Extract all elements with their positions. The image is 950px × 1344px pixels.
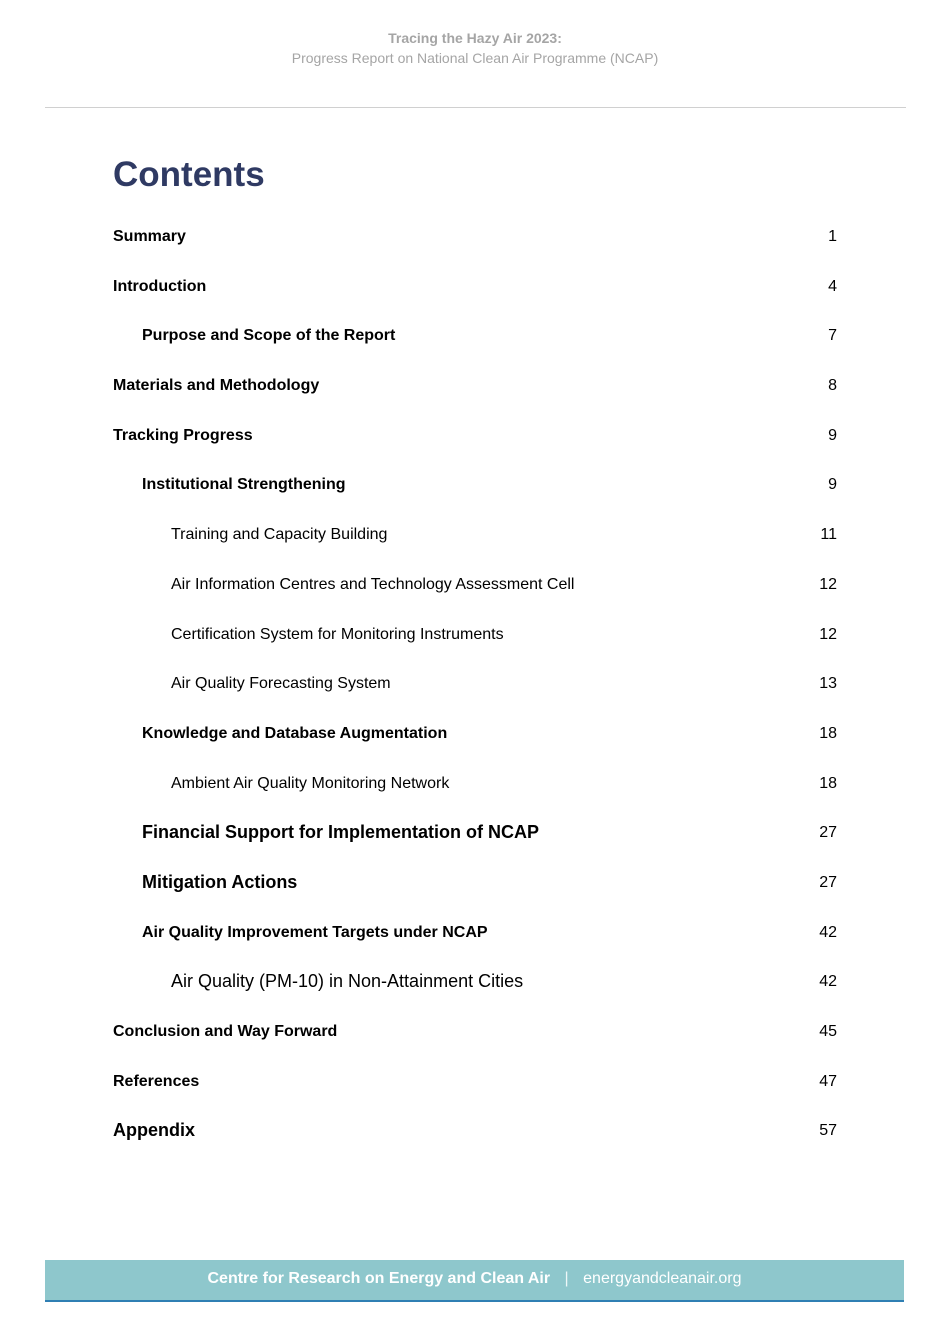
toc-entry-page: 9 — [828, 476, 837, 494]
toc-entry-label: Air Quality Improvement Targets under NCAP — [142, 923, 488, 941]
footer-url-link[interactable]: energyandcleanair.org — [583, 1270, 742, 1287]
running-header — [0, 28, 950, 68]
toc-entry-label: Summary — [113, 228, 186, 245]
toc-entry-page: 13 — [819, 675, 837, 693]
header-title: Tracing the Hazy Air 2023: — [388, 30, 562, 46]
toc-entry[interactable] — [113, 411, 837, 461]
toc-entry[interactable] — [113, 460, 837, 510]
contents-title: Contents — [113, 155, 265, 194]
toc-entry-page: 47 — [819, 1072, 837, 1090]
toc-entry-label: Institutional Strengthening — [142, 476, 346, 494]
toc-entry-page: 1 — [828, 228, 837, 245]
toc-entry-page: 9 — [828, 426, 837, 444]
toc-entry[interactable] — [113, 908, 837, 958]
header-subtitle: Progress Report on National Clean Air Programme (NCAP) — [291, 50, 659, 66]
toc-entry[interactable] — [113, 361, 837, 411]
toc-entry-page: 27 — [819, 873, 837, 891]
toc-entry[interactable] — [113, 709, 837, 759]
toc-entry[interactable] — [113, 957, 837, 1007]
table-of-contents — [113, 212, 837, 1156]
toc-entry-label: References — [113, 1072, 200, 1090]
toc-entry-label: Introduction — [113, 277, 207, 295]
toc-entry-label: Training and Capacity Building — [171, 526, 388, 544]
toc-entry-label: Tracking Progress — [113, 426, 253, 444]
toc-entry-page: 12 — [819, 575, 837, 593]
footer-separator: | — [564, 1270, 569, 1287]
toc-entry[interactable] — [113, 610, 837, 660]
toc-entry-label: Mitigation Actions — [142, 871, 298, 892]
toc-entry-label: Appendix — [113, 1120, 196, 1141]
toc-entry-page: 7 — [828, 327, 837, 345]
toc-entry-label: Financial Support for Implementation of NCAP — [142, 822, 540, 843]
toc-entry-label: Air Quality (PM-10) in Non-Attainment Cities — [171, 971, 524, 992]
toc-entry-page: 42 — [819, 923, 837, 941]
header-divider — [45, 107, 906, 108]
toc-entry-page: 11 — [820, 526, 837, 544]
toc-entry-page: 45 — [819, 1023, 837, 1040]
toc-entry-page: 18 — [819, 724, 837, 742]
toc-entry[interactable] — [113, 759, 837, 809]
toc-entry[interactable] — [113, 1106, 837, 1156]
toc-entry-label: Materials and Methodology — [113, 377, 320, 395]
toc-entry[interactable] — [113, 212, 837, 262]
toc-entry-label: Knowledge and Database Augmentation — [142, 724, 448, 742]
toc-entry[interactable] — [113, 560, 837, 610]
toc-entry-page: 42 — [819, 973, 837, 991]
toc-entry[interactable] — [113, 858, 837, 908]
toc-entry-label: Conclusion and Way Forward — [113, 1023, 338, 1040]
toc-entry[interactable] — [113, 1057, 837, 1107]
toc-entry-label: Certification System for Monitoring Instruments — [171, 625, 504, 643]
toc-entry-label: Air Quality Forecasting System — [171, 675, 391, 693]
footer-organization: Centre for Research on Energy and Clean Air — [207, 1270, 551, 1287]
toc-entry-label: Air Information Centres and Technology Assessment Cell — [171, 575, 575, 593]
toc-entry-page: 8 — [828, 377, 837, 395]
toc-entry-label: Purpose and Scope of the Report — [142, 327, 396, 345]
toc-entry[interactable] — [113, 311, 837, 361]
toc-entry-label: Ambient Air Quality Monitoring Network — [171, 774, 450, 792]
toc-entry[interactable] — [113, 1007, 837, 1057]
toc-entry-page: 57 — [819, 1122, 837, 1140]
toc-entry[interactable] — [113, 808, 837, 858]
toc-entry-page: 4 — [828, 277, 837, 295]
toc-entry-page: 27 — [819, 824, 837, 842]
toc-entry[interactable] — [113, 659, 837, 709]
footer-bar — [45, 1260, 904, 1302]
toc-entry[interactable] — [113, 510, 837, 560]
toc-entry-page: 12 — [819, 625, 837, 643]
toc-entry-page: 18 — [819, 774, 837, 792]
toc-entry[interactable] — [113, 262, 837, 312]
